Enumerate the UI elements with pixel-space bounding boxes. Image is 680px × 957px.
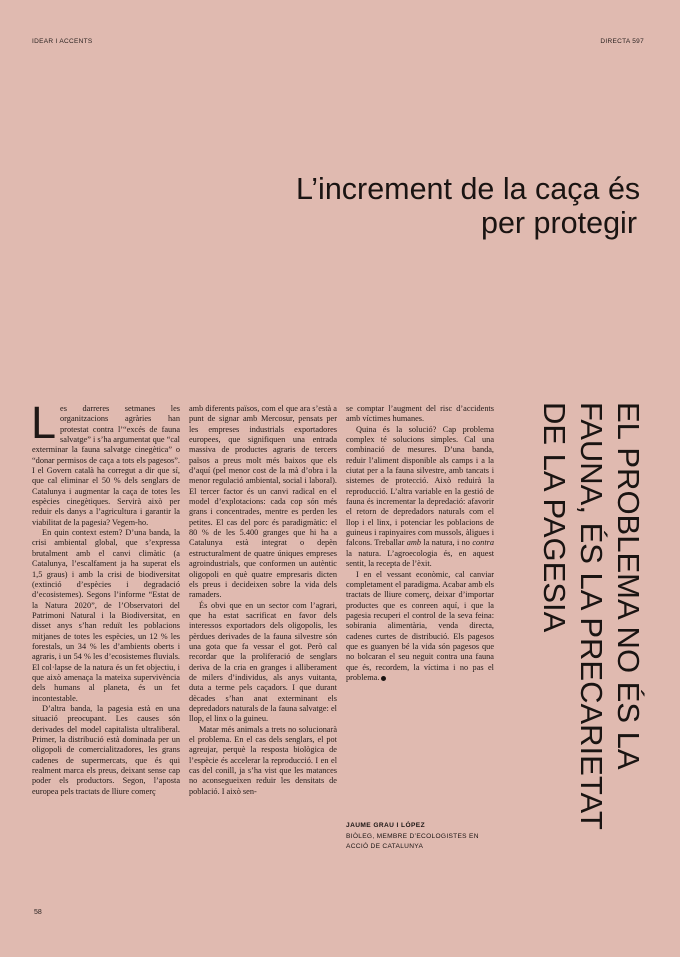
vertical-title-line-3: DE LA PAGESIA	[537, 402, 572, 633]
article-column-3	[346, 404, 494, 683]
author-role: BIÒLEG, MEMBRE D’ECOLOGISTES EN ACCIÓ DE CATALUNYA	[346, 833, 479, 850]
paragraph: D’altra banda, la pagesia està en una situació preocupant. Les causes són derivades del model capitalista ultraliberal. Primer, la distribució està dominada per un oligopoli de comercialitzadores, les grans cadenes de supermercats, que és qui realment marca els preus, deixant sense cap poder els productors. Segon, l’aposta europea pels tractats de lliure comerç	[32, 703, 180, 796]
vertical-title	[536, 402, 647, 830]
article-column-1	[31, 397, 180, 797]
issue-label: DIRECTA 597	[600, 38, 644, 45]
paragraph-text: es darreres setmanes les organitzacions agràries han protestat contra l’“excés de fauna salvatge” i s’ha argumentat que “cal exterminar la fauna salvatge cinegètica” o “donar permisos de caça a tots els pagesos”. I el Govern català ha corregut a dir que sí, que cal eliminar el 50 % dels senglars de Catalunya i augmentar la caça de totes les espècies cinegètiques. Servirà això per reduir els danys a l’agricultura i garantir la viabilitat de la pagesia? Vegem-ho.	[32, 404, 180, 527]
paragraph: Matar més animals a trets no solucionarà el problema. En el cas dels senglars, el pot agreujar, perquè la resposta biològica de l’espècie és accelerar la reproducció. I en el cas del conill, ja s’ha vist que les matances no aconsegueixen reduir les densitats de població. I això sen-	[189, 724, 337, 796]
drop-cap: L	[31, 397, 57, 448]
vertical-title-line-2: FAUNA, ÉS LA PRECARIETAT	[574, 402, 609, 830]
author-name: JAUME GRAU I LÓPEZ	[346, 822, 426, 829]
headline-line-1: L’increment de la caça és	[296, 172, 641, 207]
paragraph: És obvi que en un sector com l’agrari, que ha estat sacrificat en favor dels interessos exportadors dels oligopolis, les pèrdues derivades de la fauna silvestre són una gota que fa vessar el got. Però cal recordar que la proliferació de senglars deriva de la cria en granges i alliberament de milers d’individus, als anys vuitanta, duta a terme pels caçadors. I que durant dècades s’han anat exterminant els depredadors naturals de la fauna salvatge: el llop, el linx o la guineu.	[189, 600, 337, 724]
paragraph: En quin context estem? D’una banda, la crisi ambiental global, que s’expressa brutalment amb el canvi climàtic (a Catalunya, l’escalfament ja ha superat els 1,5 graus) i amb la crisi de biodiversitat (extinció d’espècies i degradació d’ecosistemes). Segons l’informe “Estat de la Natura 2020”, de l’Observatori del Patrimoni Natural i la Biodiversitat, en disset anys s’han reduït les poblacions mitjanes de totes les espècies, un 12 % les forestals, un 34 % les d’ambients oberts i agraris, i un 54 % les d’ecosistemes fluvials. El col·lapse de la natura és un fet objectiu, i que això amenaça la mateixa supervivència dels humans al planeta, és un fet incontestable.	[32, 528, 180, 703]
author-block	[346, 822, 496, 852]
emphasis: contra	[472, 538, 495, 548]
end-mark-icon	[381, 676, 386, 681]
headline	[296, 172, 680, 240]
paragraph: se comptar l’augment del risc d’accidents amb víctimes humanes.	[346, 404, 494, 424]
paragraph: amb diferents països, com el que ara s’està a punt de signar amb Mercosur, pensats per les empreses industrials exportadores europees, que signifiquen una entrada massiva de productes agraris de tercers països a preus molt més baixos que els d’aquí (pel menor cost de la mà d’obra i la menor regulació ambiental, social i laboral). El tercer factor és un canvi radical en el model d’explotacions: cada cop són més grans i concentrades, mentre es perden les petites. El cas del porc és paradigmàtic: el 80 % de les 5.400 granges que hi ha a Catalunya està integrat o depèn estructuralment de quatre úniques empreses agroindustrials, que conformen un autèntic oligopoli en què quatre empresaris dicten els preus i decideixen sobre la vida dels ramaders.	[189, 404, 337, 600]
headline-line-2: per protegir	[481, 206, 637, 241]
article-column-2	[189, 404, 337, 797]
paragraph: I en el vessant econòmic, cal canviar completament el paradigma. Acabar amb els tractats de lliure comerç, deixar d’importar productes que es conreen aquí, i que la pagesia recuperi el control de la seva feina: sobirania alimentària, venda directa, cadenes curtes de distribució. Els pagesos que es guanyen bé la vida són pagesos que no bolcaran el seu neguit contra una fauna que és, recordem, la víctima i no pas el problema.	[346, 569, 494, 682]
vertical-title-line-1: EL PROBLEMA NO ÉS LA	[611, 402, 646, 770]
emphasis: amb	[406, 538, 422, 548]
page-number: 58	[34, 909, 42, 916]
section-label: IDEAR I ACCENTS	[32, 38, 93, 45]
paragraph	[31, 397, 180, 528]
paragraph: Quina és la solució? Cap problema complex té solucions simples. Cal una combinació de mesures. D’una banda, reduir l’aliment disponible als camps i a la ciutat per a la fauna silvestre, amb tancats i sistemes de protecció. Això reduirà la reproducció. L’altra variable en la gestió de fauna és incrementar la depredació: afavorir el retorn de depredadors naturals com el llop i el linx, i potenciar les poblacions de guineus i rapinyaires com mussols, àligues i falcons. Treballar amb la natura, i no contra la natura. L’agroecologia és, en aquest sentit, la recepta de l’èxit.	[346, 424, 495, 569]
